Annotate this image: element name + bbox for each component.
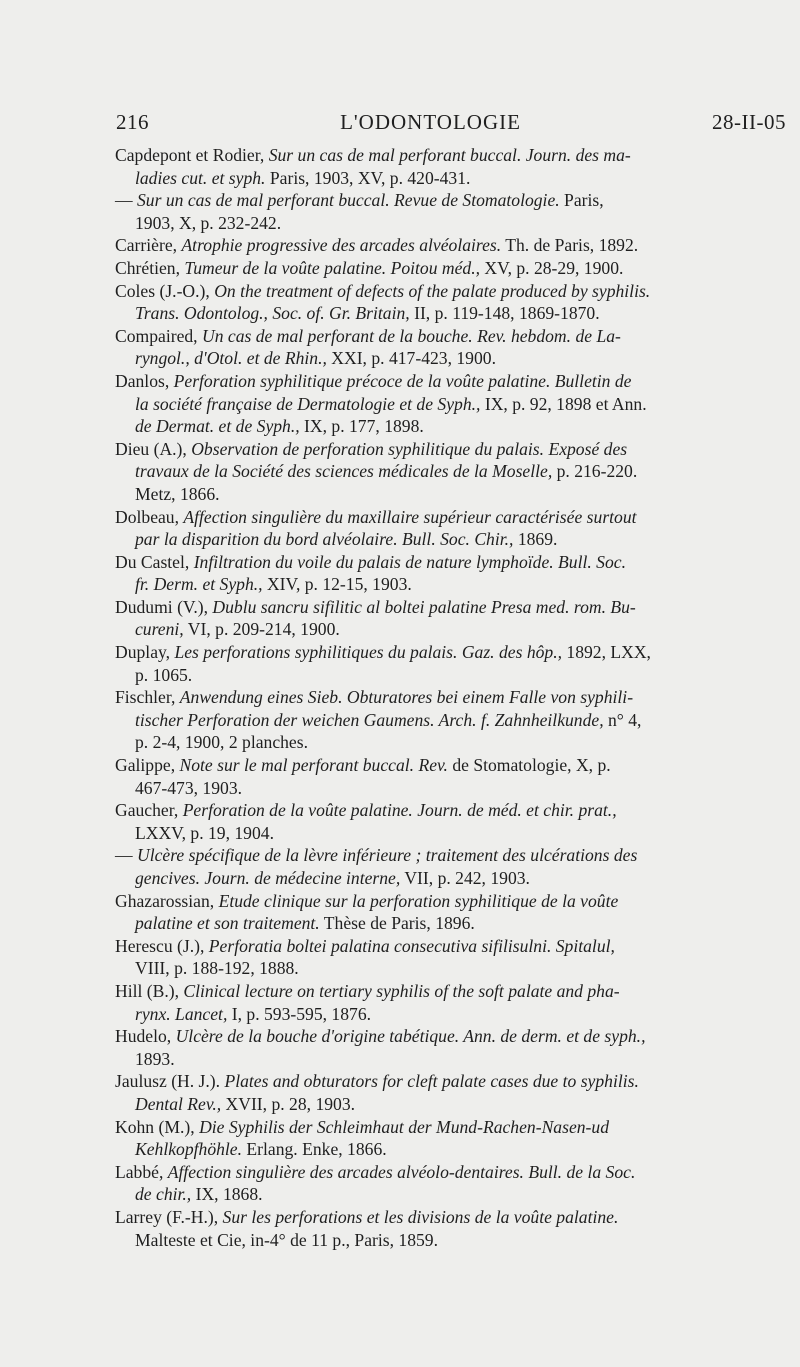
- entry-line: [136, 212, 788, 235]
- entry-details: n° 4,: [603, 709, 642, 730]
- entry-line: [116, 641, 788, 664]
- entry-line: [136, 1138, 788, 1161]
- entry-line: [136, 483, 788, 506]
- entry-details: II, p. 119-148, 1869-1870.: [409, 303, 600, 324]
- entry-line: [136, 167, 788, 190]
- bibliography-entry: [116, 370, 788, 438]
- entry-title: Trans. Odontolog., Soc. of. Gr. Britain,: [135, 303, 410, 324]
- entry-line: [116, 189, 788, 212]
- bibliography-entry: [116, 438, 788, 506]
- entry-author: Dudumi (V.),: [115, 596, 213, 617]
- entry-details: p. 2-4, 1900, 2 planches.: [135, 732, 308, 753]
- entry-line: [136, 1048, 788, 1071]
- entry-title: Affection singulière du maxillaire supérieur caractérisée surtout: [183, 506, 637, 527]
- entry-details: p. 1065.: [135, 664, 193, 685]
- bibliography-entry: [116, 686, 788, 754]
- entry-author: Danlos,: [115, 370, 174, 391]
- issue-date: 28-II-05: [712, 110, 786, 134]
- entry-title: Infiltration du voile du palais de nature lymphoïde. Bull. Soc.: [193, 551, 626, 572]
- entry-title: Ulcère de la bouche d'origine tabétique. Ann. de derm. et de syph.,: [175, 1026, 646, 1047]
- entry-line: [116, 234, 788, 257]
- entry-details: Malteste et Cie, in-4° de 11 p., Paris, 1859.: [135, 1229, 438, 1250]
- entry-author: Jaulusz (H. J.).: [115, 1071, 225, 1092]
- bibliography-entry: [116, 280, 788, 325]
- entry-line: [136, 777, 788, 800]
- entry-author: Herescu (J.),: [115, 935, 209, 956]
- bibliography-entry: [116, 844, 788, 889]
- entry-title: la société française de Dermatologie et de Syph.,: [135, 393, 481, 414]
- entry-author: Duplay,: [115, 642, 175, 663]
- entry-title: cureni,: [135, 619, 184, 640]
- bibliography-entry: [116, 799, 788, 844]
- entry-details: Paris,: [559, 190, 604, 211]
- entry-line: [116, 551, 788, 574]
- entry-line: [116, 325, 788, 348]
- entry-title: Perforation syphilitique précoce de la voûte palatine. Bulletin de: [173, 370, 632, 391]
- entry-title: On the treatment of defects of the palate produced by syphilis.: [214, 280, 651, 301]
- entry-author: —: [115, 190, 137, 211]
- entry-details: 1892, LXX,: [562, 642, 651, 663]
- entry-line: [116, 1161, 788, 1184]
- entry-title: de chir.,: [135, 1184, 192, 1205]
- entry-details: LXXV, p. 19, 1904.: [135, 822, 274, 843]
- entry-line: [136, 709, 788, 732]
- entry-title: Sur un cas de mal perforant buccal. Journ. des ma-: [268, 145, 631, 165]
- entry-author: Capdepont et Rodier,: [115, 145, 269, 165]
- entry-line: [136, 1229, 788, 1252]
- entry-title: palatine et son traitement.: [135, 913, 320, 934]
- entry-details: IX, p. 92, 1898 et Ann.: [480, 393, 647, 414]
- entry-line: [136, 731, 788, 754]
- entry-line: [116, 890, 788, 913]
- page-number: 216: [116, 110, 149, 134]
- bibliography-entry: [116, 1025, 788, 1070]
- bibliography-entry: [116, 189, 788, 234]
- entry-details: 1893.: [135, 1048, 175, 1069]
- entry-details: 1869.: [513, 529, 558, 550]
- entry-line: [136, 460, 788, 483]
- entry-details: I, p. 593-595, 1876.: [227, 1003, 372, 1024]
- entry-title: Dublu sancru sifilitic al boltei palatine Presa med. rom. Bu-: [212, 596, 636, 617]
- entry-line: [116, 144, 788, 167]
- bibliography-entry: [116, 935, 788, 980]
- entry-line: [136, 957, 788, 980]
- entry-line: [116, 686, 788, 709]
- entry-details: Thèse de Paris, 1896.: [319, 913, 475, 934]
- entry-title: rynx. Lancet,: [135, 1003, 228, 1024]
- entry-title: Clinical lecture on tertiary syphilis of the soft palate and pha-: [183, 980, 620, 1001]
- entry-author: Gaucher,: [115, 800, 183, 821]
- bibliography-entry: [116, 506, 788, 551]
- entry-line: [116, 1025, 788, 1048]
- entry-author: Galippe,: [115, 755, 180, 776]
- entry-line: [116, 935, 788, 958]
- entry-title: Plates and obturators for cleft palate cases due to syphilis.: [224, 1071, 639, 1092]
- entry-title: Affection singulière des arcades alvéolo-dentaires. Bull. de la Soc.: [167, 1161, 636, 1182]
- entry-line: [116, 438, 788, 461]
- entry-line: [116, 506, 788, 529]
- entry-title: Dental Rev.,: [135, 1093, 222, 1114]
- entry-details: 467-473, 1903.: [135, 777, 243, 798]
- bibliography-entry: [116, 551, 788, 596]
- entry-line: [136, 822, 788, 845]
- entry-line: [136, 618, 788, 641]
- entry-author: Larrey (F.-H.),: [115, 1206, 223, 1227]
- entry-details: Metz, 1866.: [135, 483, 220, 504]
- entry-line: [136, 1093, 788, 1116]
- entry-line: [136, 1183, 788, 1206]
- entry-details: XVII, p. 28, 1903.: [221, 1093, 356, 1114]
- entry-details: XXI, p. 417-423, 1900.: [326, 348, 496, 369]
- entry-line: [116, 1206, 788, 1229]
- entry-title: Ulcère spécifique de la lèvre inférieure ; traitement des ulcérations des: [137, 845, 638, 866]
- entry-author: Kohn (M.),: [115, 1116, 200, 1137]
- entry-line: [136, 1003, 788, 1026]
- running-header: [116, 110, 786, 135]
- entry-line: [116, 257, 788, 280]
- entry-details: Th. de Paris, 1892.: [501, 235, 639, 256]
- entry-line: [116, 1116, 788, 1139]
- entry-title: Tumeur de la voûte palatine. Poitou méd.,: [184, 257, 481, 278]
- entry-details: XIV, p. 12-15, 1903.: [262, 574, 412, 595]
- entry-details: VI, p. 209-214, 1900.: [183, 619, 340, 640]
- bibliography-entry: [116, 596, 788, 641]
- entry-details: VII, p. 242, 1903.: [400, 868, 530, 888]
- entry-title: par la disparition du bord alvéolaire. Bull. Soc. Chir.,: [135, 529, 514, 550]
- entry-title: Observation de perforation syphilitique du palais. Exposé des: [191, 438, 628, 459]
- entry-title: Sur les perforations et les divisions de la voûte palatine.: [222, 1206, 619, 1227]
- entry-title: tischer Perforation der weichen Gaumens. Arch. f. Zahnheilkunde,: [135, 709, 604, 730]
- entry-author: Compaired,: [115, 325, 202, 346]
- entry-author: Labbé,: [115, 1161, 168, 1182]
- entry-line: [136, 573, 788, 596]
- bibliography-entry: [116, 234, 788, 257]
- entry-line: [116, 980, 788, 1003]
- bibliography-entry: [116, 754, 788, 799]
- entry-details: Erlang. Enke, 1866.: [242, 1139, 387, 1160]
- bibliography-entry: [116, 1116, 788, 1161]
- entry-line: [136, 393, 788, 416]
- entry-details: de Stomatologie, X, p.: [447, 755, 611, 776]
- bibliography-entry: [116, 890, 788, 935]
- entry-author: Fischler,: [115, 687, 180, 708]
- entry-title: Perforation de la voûte palatine. Journ. de méd. et chir. prat.,: [182, 800, 617, 821]
- entry-author: Dolbeau,: [115, 506, 184, 527]
- entry-author: Hudelo,: [115, 1026, 176, 1047]
- bibliography-entry: [116, 1070, 788, 1115]
- entry-author: Hill (B.),: [115, 980, 184, 1001]
- entry-title: fr. Derm. et Syph.,: [135, 574, 263, 595]
- entry-line: [136, 347, 788, 370]
- bibliography-entry: [116, 144, 788, 189]
- entry-details: VIII, p. 188-192, 1888.: [135, 958, 299, 979]
- entry-details: XV, p. 28-29, 1900.: [480, 257, 624, 278]
- entry-author: —: [115, 845, 137, 866]
- entry-title: Atrophie progressive des arcades alvéolaires.: [181, 235, 502, 256]
- entry-line: [136, 415, 788, 438]
- entry-title: Anwendung eines Sieb. Obturatores bei einem Falle von syphili-: [179, 687, 634, 708]
- entry-title: Perforatia boltei palatina consecutiva sifilisulni. Spitalul,: [208, 935, 615, 956]
- bibliography-entry: [116, 257, 788, 280]
- bibliography-entry: [116, 325, 788, 370]
- bibliography-entry: [116, 641, 788, 686]
- entry-title: Kehlkopfhöhle.: [135, 1139, 243, 1160]
- entry-details: 1903, X, p. 232-242.: [135, 212, 282, 233]
- entry-title: gencives. Journ. de médecine interne,: [135, 868, 401, 888]
- entry-line: [116, 1070, 788, 1093]
- entry-author: Carrière,: [115, 235, 182, 256]
- entry-title: ladies cut. et syph.: [135, 167, 266, 188]
- entry-line: [136, 664, 788, 687]
- entry-author: Chrétien,: [115, 257, 185, 278]
- entry-author: Du Castel,: [115, 551, 194, 572]
- entry-author: Dieu (A.),: [115, 438, 192, 459]
- entry-line: [116, 799, 788, 822]
- bibliography-entry: [116, 1161, 788, 1206]
- bibliography-entry: [116, 980, 788, 1025]
- entry-line: [136, 867, 788, 890]
- entry-title: Note sur le mal perforant buccal. Rev.: [179, 755, 448, 776]
- entry-line: [136, 302, 788, 325]
- entry-title: de Dermat. et de Syph.,: [135, 416, 300, 437]
- entry-title: Un cas de mal perforant de la bouche. Rev. hebdom. de La-: [201, 325, 621, 346]
- entry-line: [116, 596, 788, 619]
- entry-title: ryngol., d'Otol. et de Rhin.,: [135, 348, 327, 369]
- bibliography-entry: [116, 1206, 788, 1251]
- entry-title: Sur un cas de mal perforant buccal. Revue de Stomatologie.: [137, 190, 560, 211]
- entry-title: travaux de la Société des sciences médicales de la Moselle,: [135, 461, 553, 482]
- entry-author: Ghazarossian,: [115, 890, 219, 911]
- entry-line: [116, 754, 788, 777]
- entry-details: Paris, 1903, XV, p. 420-431.: [265, 167, 471, 188]
- entry-title: Die Syphilis der Schleimhaut der Mund-Rachen-Nasen-ud: [199, 1116, 610, 1137]
- entry-line: [116, 844, 788, 867]
- entry-title: Etude clinique sur la perforation syphilitique de la voûte: [218, 890, 619, 911]
- entry-details: IX, p. 177, 1898.: [299, 416, 424, 437]
- entry-author: Coles (J.-O.),: [115, 280, 215, 301]
- entry-line: [136, 528, 788, 551]
- entry-line: [116, 370, 788, 393]
- entry-details: IX, 1868.: [191, 1184, 263, 1205]
- entry-details: p. 216-220.: [552, 461, 638, 482]
- journal-title: L'ODONTOLOGIE: [340, 110, 521, 134]
- entry-line: [136, 912, 788, 935]
- entry-title: Les perforations syphilitiques du palais. Gaz. des hôp.,: [174, 642, 563, 663]
- bibliography-list: [116, 144, 788, 1251]
- entry-line: [116, 280, 788, 303]
